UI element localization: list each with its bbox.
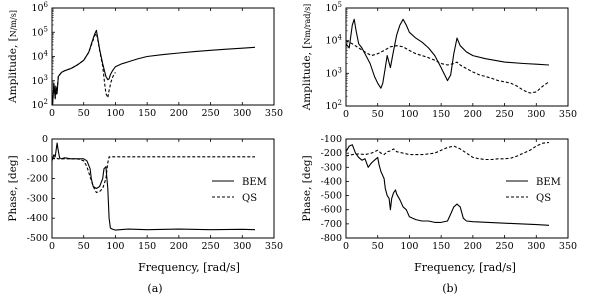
y-tick-label: $10^5$ (325, 1, 342, 14)
y-tick-label: -100 (26, 153, 48, 165)
x-tick-label: 350 (264, 241, 284, 252)
x-tick-label: 100 (400, 109, 419, 120)
x-tick-label: 0 (48, 108, 56, 119)
x-tick-label: 0 (342, 109, 350, 120)
x-tick-label: 300 (527, 241, 546, 252)
y-tick-label: -300 (26, 193, 48, 205)
y-tick-label: -500 (26, 233, 48, 244)
x-tick-label: 100 (106, 241, 125, 252)
y-axis-label: Phase, [deg] (7, 155, 19, 222)
y-axis-label: Amplitude, [Nm/rad/s] (301, 3, 313, 111)
series-line-bem (52, 143, 258, 230)
y-tick-label: -400 (320, 176, 342, 188)
y-tick-label: $10^2$ (31, 98, 48, 111)
y-tick-label: $10^3$ (325, 66, 342, 80)
x-tick-label: 0 (48, 241, 56, 252)
plot-frame (346, 8, 568, 106)
caption-b: (b) (442, 282, 458, 295)
x-tick-label: 150 (432, 109, 451, 120)
y-tick-label: -200 (320, 148, 342, 160)
series-line-bem (53, 30, 255, 105)
y-axis-label: Phase, [deg] (301, 155, 313, 222)
y-tick-label: -500 (320, 190, 342, 202)
x-tick-label: 150 (432, 241, 451, 252)
caption-a: (a) (147, 282, 163, 295)
legend-label-qs: QS (242, 193, 258, 204)
y-tick-label: $10^4$ (325, 33, 342, 47)
y-tick-label: -700 (320, 218, 342, 230)
y-tick-label: -300 (320, 162, 342, 174)
y-axis-label: Amplitude, [N/m/s] (7, 10, 19, 103)
series-line-bem (346, 19, 549, 88)
x-tick-label: 250 (495, 109, 514, 120)
x-tick-label: 200 (463, 241, 482, 252)
y-tick-label: -100 (320, 134, 342, 145)
y-tick-label: -400 (26, 213, 48, 225)
legend-label-bem: BEM (242, 177, 267, 188)
y-tick-label: $10^6$ (31, 1, 48, 14)
y-tick-label: $10^4$ (31, 49, 48, 63)
x-tick-label: 200 (463, 109, 482, 120)
x-tick-label: 50 (77, 241, 90, 252)
legend-label-qs: QS (536, 193, 552, 204)
x-tick-label: 300 (527, 109, 546, 120)
chart-a-amplitude (7, 1, 283, 119)
y-tick-label: -600 (320, 204, 342, 216)
chart-a-phase (7, 134, 283, 252)
y-tick-label: -800 (320, 233, 342, 244)
x-axis-label-left: Frequency, [rad/s] (138, 261, 240, 274)
series-line-qs (346, 143, 549, 160)
chart-b-amplitude (301, 1, 577, 120)
x-tick-label: 0 (342, 241, 350, 252)
x-axis-label-right: Frequency, [rad/s] (414, 261, 516, 274)
y-tick-label: 0 (41, 134, 48, 145)
x-tick-label: 250 (495, 241, 514, 252)
x-tick-label: 300 (233, 241, 252, 252)
plot-frame (52, 8, 274, 105)
x-tick-label: 50 (371, 109, 384, 120)
plot-frame (52, 139, 274, 238)
y-tick-label: $10^5$ (31, 25, 48, 39)
x-tick-label: 50 (371, 241, 384, 252)
x-tick-label: 200 (169, 241, 188, 252)
x-tick-label: 350 (558, 109, 578, 120)
x-tick-label: 350 (558, 241, 578, 252)
x-tick-label: 250 (201, 108, 220, 119)
plot-frame (346, 139, 568, 238)
x-tick-label: 100 (106, 108, 125, 119)
series-line-bem (346, 145, 552, 226)
x-tick-label: 350 (264, 108, 284, 119)
chart-b-phase (301, 134, 577, 252)
x-tick-label: 150 (138, 108, 157, 119)
y-tick-label: $10^3$ (31, 73, 48, 87)
y-tick-label: $10^2$ (325, 99, 342, 112)
x-tick-label: 250 (201, 241, 220, 252)
series-line-qs (53, 33, 116, 103)
x-tick-label: 150 (138, 241, 157, 252)
legend-label-bem: BEM (536, 177, 561, 188)
y-tick-label: -200 (26, 173, 48, 185)
series-line-qs (346, 41, 549, 93)
x-tick-label: 100 (400, 241, 419, 252)
x-tick-label: 50 (77, 108, 90, 119)
x-tick-label: 200 (169, 108, 188, 119)
series-line-qs (52, 157, 255, 193)
x-tick-label: 300 (233, 108, 252, 119)
